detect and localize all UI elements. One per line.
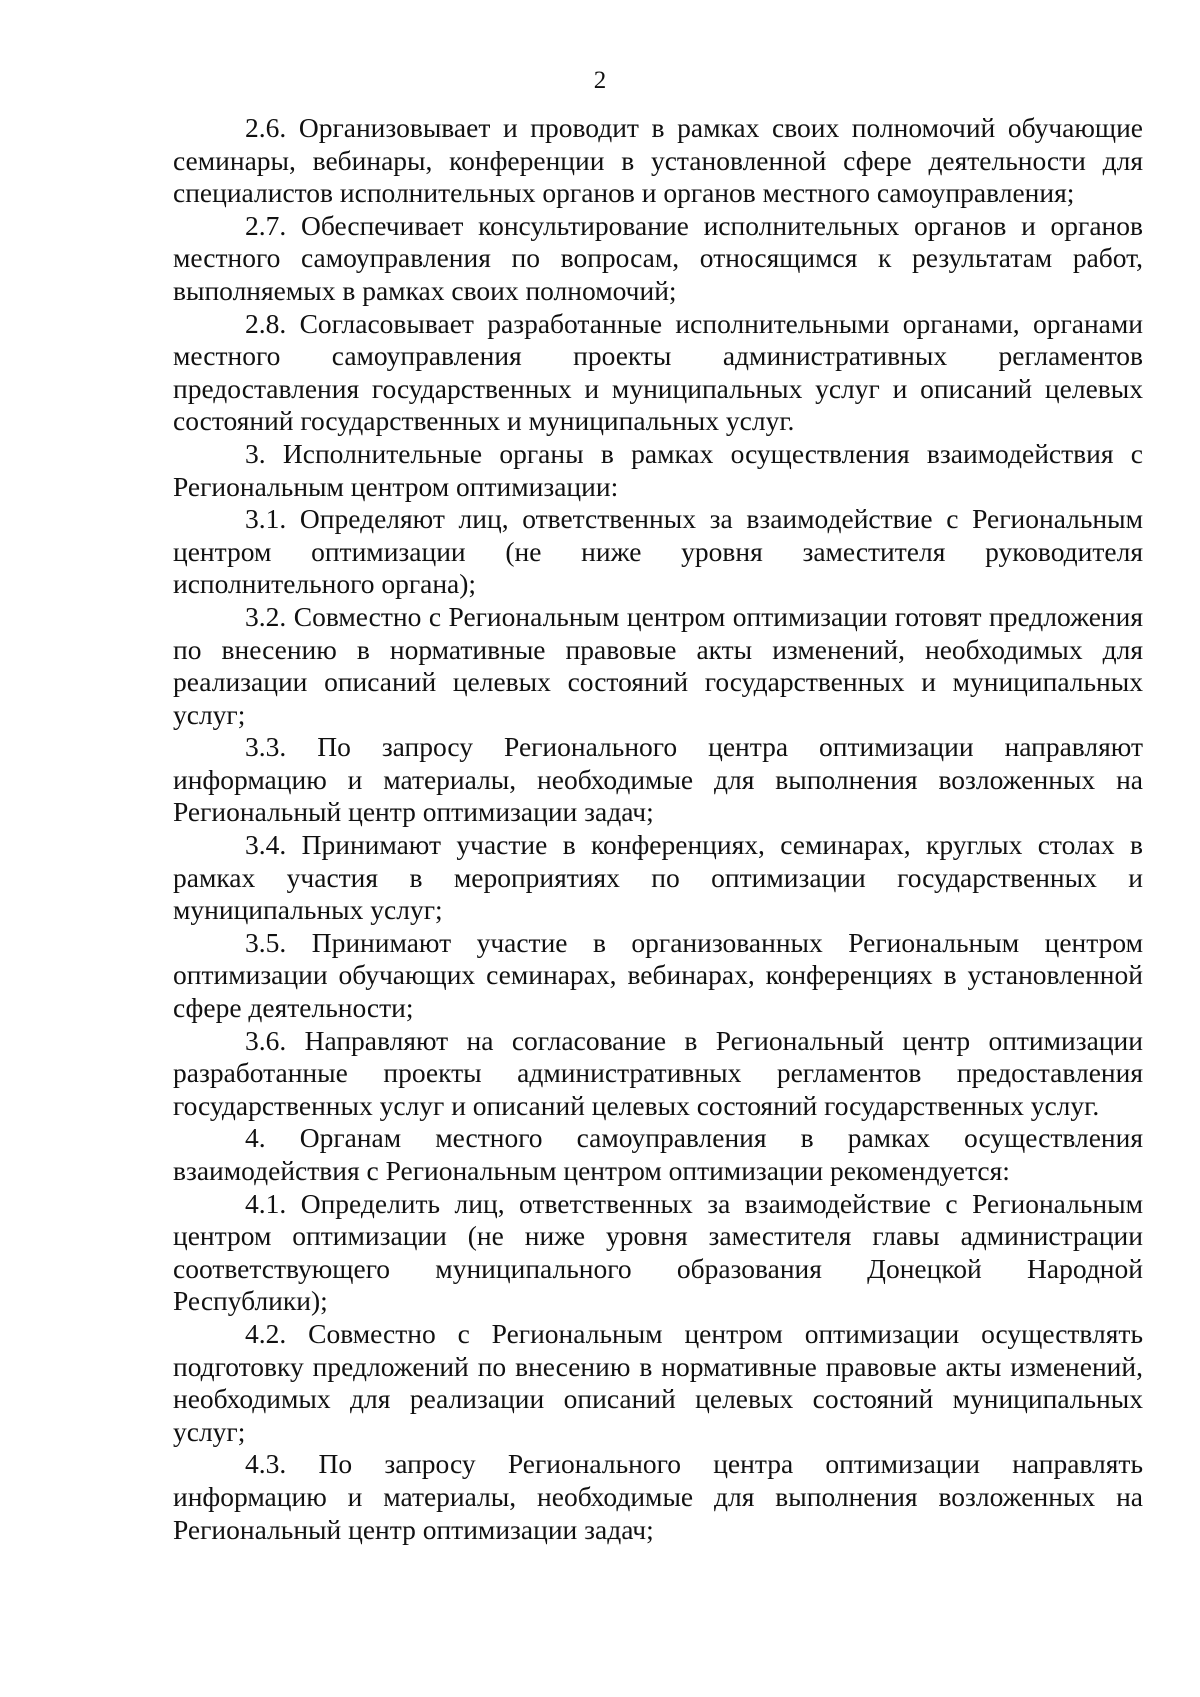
paragraph-4-2: 4.2. Совместно с Региональным центром оптимизации осуществлять подготовку предложений по внесению в нормативные правовые акты изменений, необходимых для реализации описаний целевых состояний муниципальных услуг; — [173, 1317, 1143, 1447]
paragraph-3-6: 3.6. Направляют на согласование в Региональный центр оптимизации разработанные проекты административных регламентов предоставления государственных услуг и описаний целевых состояний государственных услуг. — [173, 1024, 1143, 1121]
paragraph-4-1: 4.1. Определить лиц, ответственных за взаимодействие с Региональным центром оптимизации (не ниже уровня заместителя главы администрации соответствующего муниципального образования Донецкой Народной Республики); — [173, 1187, 1143, 1317]
page-number: 2 — [593, 67, 607, 94]
paragraph-3-3: 3.3. По запросу Регионального центра оптимизации направляют информацию и материалы, необходимые для выполнения возложенных на Региональный центр оптимизации задач; — [173, 731, 1143, 828]
document-body — [173, 112, 1143, 1546]
paragraph-4: 4. Органам местного самоуправления в рамках осуществления взаимодействия с Региональным центром оптимизации рекомендуется: — [173, 1122, 1143, 1186]
paragraph-4-3: 4.3. По запросу Регионального центра оптимизации направлять информацию и материалы, необходимые для выполнения возложенных на Региональный центр оптимизации задач; — [173, 1448, 1143, 1545]
paragraph-3-5: 3.5. Принимают участие в организованных Региональным центром оптимизации обучающих семинарах, вебинарах, конференциях в установленной сфере деятельности; — [173, 926, 1143, 1024]
paragraph-2-6: 2.6. Организовывает и проводит в рамках своих полномочий обучающие семинары, вебинары, конференции в установленной сфере деятельности для специалистов исполнительных органов и органов местного самоуправления; — [173, 112, 1143, 209]
paragraph-3: 3. Исполнительные органы в рамках осуществления взаимодействия с Региональным центром оптимизации: — [173, 437, 1143, 502]
paragraph-2-8: 2.8. Согласовывает разработанные исполнительными органами, органами местного самоуправления проекты административных регламентов предоставления государственных и муниципальных услуг и описаний целевых состояний государственных и муниципальных услуг. — [173, 307, 1143, 437]
paragraph-2-7: 2.7. Обеспечивает консультирование исполнительных органов и органов местного самоуправления по вопросам, относящимся к результатам работ, выполняемых в рамках своих полномочий; — [173, 209, 1143, 306]
paragraph-3-4: 3.4. Принимают участие в конференциях, семинарах, круглых столах в рамках участия в мероприятиях по оптимизации государственных и муниципальных услуг; — [173, 829, 1143, 926]
paragraph-3-1: 3.1. Определяют лиц, ответственных за взаимодействие с Региональным центром оптимизации (не ниже уровня заместителя руководителя исполнительного органа); — [173, 503, 1143, 600]
paragraph-3-2: 3.2. Совместно с Региональным центром оптимизации готовят предложения по внесению в нормативные правовые акты изменений, необходимых для реализации описаний целевых состояний государственных и муниципальных услуг; — [173, 600, 1143, 730]
